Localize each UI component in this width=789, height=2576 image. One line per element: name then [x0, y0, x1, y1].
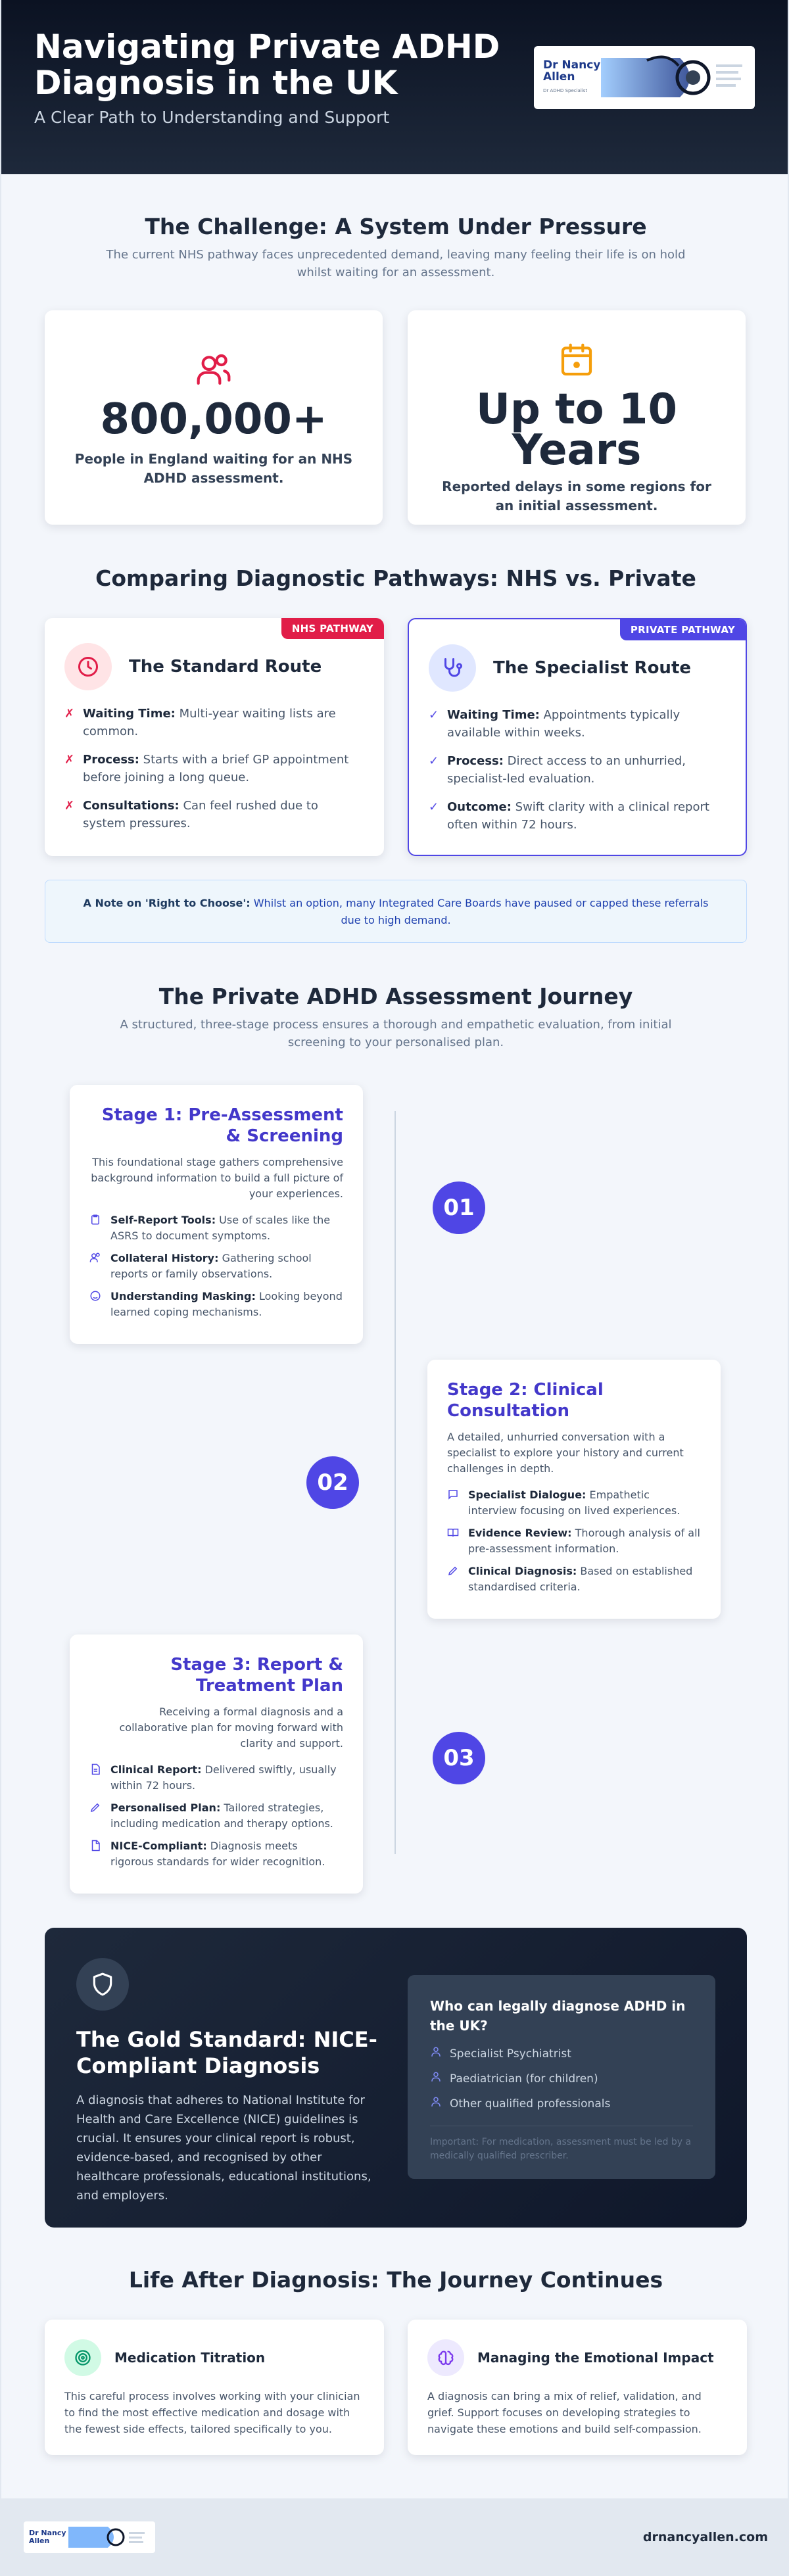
stat-value: Up to 10 Years: [476, 385, 677, 475]
users-icon: [45, 351, 383, 391]
check-icon: ✓: [429, 800, 439, 814]
stage-title: Stage 3: Report & Treatment Plan: [170, 1655, 343, 1696]
stethoscope-icon: [429, 644, 476, 692]
emotional-impact-card: [408, 2320, 747, 2455]
card-title: Medication Titration: [114, 2350, 266, 2366]
stethoscope-logo-icon: [68, 2524, 147, 2550]
list-item: NICE-Compliant: Diagnosis meets rigorous standards for wider recognition.: [89, 1838, 343, 1870]
brain-icon: [427, 2339, 464, 2376]
stage-title: Stage 1: Pre-Assessment & Screening: [101, 1105, 343, 1146]
shield-icon: [76, 1958, 129, 2011]
page-subtitle: A Clear Path to Understanding and Support: [34, 108, 390, 127]
cross-icon: ✗: [64, 707, 75, 721]
stat-label: Reported delays in some regions for an initial assessment.: [442, 479, 711, 513]
list-item: ✗ Process: Starts with a brief GP appointment before joining a long queue.: [64, 751, 364, 786]
stage-list: [89, 1762, 343, 1870]
stage-list: [89, 1212, 343, 1320]
users-icon: [89, 1251, 110, 1282]
brand-logo[interactable]: [534, 46, 755, 109]
list-item: Clinical Diagnosis: Based on established standardised criteria.: [447, 1563, 701, 1595]
list-item: Self-Report Tools: Use of scales like the ASRS to document symptoms.: [89, 1212, 343, 1244]
stage-3-number: 03: [433, 1732, 485, 1784]
stage-2-card: [427, 1360, 721, 1619]
clock-icon: [64, 643, 112, 690]
card-text: A diagnosis can bring a mix of relief, validation, and grief. Support focuses on developing strategies to navigate these emotions and build self-compassion.: [427, 2390, 702, 2435]
diagnosers-list: [430, 2046, 693, 2111]
note-text: Whilst an option, many Integrated Care Boards have paused or capped these referrals due to high demand.: [250, 897, 709, 926]
route-title: The Standard Route: [129, 657, 322, 677]
list-item: Understanding Masking: Looking beyond learned coping mechanisms.: [89, 1289, 343, 1320]
gold-text: A diagnosis that adheres to National Institute for Health and Care Excellence (NICE) guidelines is crucial. It ensures your clinical report is robust, evidence-based, and recognised by other healthcare professionals, educational institutions, and employers.: [76, 2093, 371, 2203]
target-icon: [64, 2339, 101, 2376]
footer-logo[interactable]: [24, 2521, 155, 2553]
calendar-icon: [408, 342, 746, 381]
medication-titration-card: [45, 2320, 384, 2455]
who-can-diagnose-box: [408, 1975, 715, 2179]
mask-icon: [89, 1289, 110, 1320]
gold-title: The Gold Standard: NICE-Compliant Diagnosis: [76, 2027, 377, 2078]
list-item: Collateral History: Gathering school reports or family observations.: [89, 1251, 343, 1282]
challenge-title: The Challenge: A System Under Pressure: [145, 214, 647, 239]
pen-icon: [447, 1563, 468, 1595]
card-title: Managing the Emotional Impact: [477, 2350, 714, 2366]
list-item: ✗ Consultations: Can feel rushed due to system pressures.: [64, 797, 364, 832]
chat-icon: [447, 1487, 468, 1519]
pen-icon: [89, 1800, 110, 1832]
stage-3-card: [70, 1634, 363, 1894]
book-icon: [447, 1525, 468, 1557]
footer-logo-name: Dr Nancy Allen: [29, 2529, 66, 2545]
timeline-line: [394, 1111, 396, 1854]
stage-list: [447, 1487, 701, 1595]
route-title: The Specialist Route: [493, 658, 692, 678]
right-to-choose-note: [45, 880, 747, 943]
list-item: Other qualified professionals: [430, 2096, 693, 2111]
document-icon: [89, 1762, 110, 1794]
private-badge: PRIVATE PATHWAY: [620, 619, 746, 640]
logo-name: Dr Nancy Allen Dr ADHD Specialist: [543, 58, 601, 93]
nhs-route-card: [45, 618, 384, 856]
private-route-card: [408, 618, 747, 856]
compare-title: Comparing Diagnostic Pathways: NHS vs. Private: [95, 565, 696, 591]
file-icon: [89, 1838, 110, 1870]
journey-subtitle: A structured, three-stage process ensures a thorough and empathetic evaluation, from initial screening to your personalised plan.: [120, 1018, 672, 1049]
challenge-section: [1, 214, 789, 281]
list-item: ✓ Process: Direct access to an unhurried, specialist-led evaluation.: [429, 752, 726, 788]
cross-icon: ✗: [64, 753, 75, 767]
nhs-route-list: [64, 705, 364, 832]
person-icon: [430, 2046, 450, 2061]
stage-1-number: 01: [433, 1181, 485, 1234]
list-item: Specialist Psychiatrist: [430, 2046, 693, 2061]
stat-label: People in England waiting for an NHS ADHD assessment.: [74, 451, 353, 486]
journey-title: The Private ADHD Assessment Journey: [158, 984, 633, 1009]
list-item: ✓ Waiting Time: Appointments typically available within weeks.: [429, 706, 726, 742]
stage-1-card: [70, 1085, 363, 1344]
list-item: Evidence Review: Thorough analysis of all pre-assessment information.: [447, 1525, 701, 1557]
clipboard-icon: [89, 1212, 110, 1244]
list-item: Paediatrician (for children): [430, 2071, 693, 2086]
person-icon: [430, 2071, 450, 2086]
note-label: A Note on 'Right to Choose':: [83, 897, 251, 909]
cross-icon: ✗: [64, 799, 75, 813]
header: [1, 0, 788, 174]
page-title: Navigating Private ADHD Diagnosis in the UK: [34, 28, 500, 102]
person-icon: [430, 2096, 450, 2111]
after-title: Life After Diagnosis: The Journey Continues: [128, 2267, 663, 2293]
stage-lead: Receiving a formal diagnosis and a collaborative plan for moving forward with clarity and support.: [119, 1705, 343, 1750]
list-item: Specialist Dialogue: Empathetic interview focusing on lived experiences.: [447, 1487, 701, 1519]
list-item: ✗ Waiting Time: Multi-year waiting lists are common.: [64, 705, 364, 740]
check-icon: ✓: [429, 754, 439, 768]
prescriber-note: Important: For medication, assessment must be led by a medically qualified prescriber.: [430, 2126, 693, 2163]
stage-title: Stage 2: Clinical Consultation: [447, 1380, 604, 1421]
stage-lead: This foundational stage gathers comprehensive background information to build a full picture of your experiences.: [91, 1156, 343, 1200]
gold-standard-section: [45, 1928, 747, 2228]
list-item: Personalised Plan: Tailored strategies, including medication and therapy options.: [89, 1800, 343, 1832]
stage-2-number: 02: [306, 1456, 359, 1509]
nhs-badge: NHS PATHWAY: [281, 618, 384, 639]
stat-card-delays: [408, 310, 746, 525]
box-title: Who can legally diagnose ADHD in the UK?: [430, 1998, 686, 2034]
website-link[interactable]: drnancyallen.com: [642, 2530, 768, 2544]
card-text: This careful process involves working with your clinician to find the most effective medication and dosage with the fewest side effects, tailored specifically to you.: [64, 2390, 360, 2435]
list-item: ✓ Outcome: Swift clarity with a clinical report often within 72 hours.: [429, 798, 726, 834]
list-item: Clinical Report: Delivered swiftly, usually within 72 hours.: [89, 1762, 343, 1794]
stat-card-waiting-list: [45, 310, 383, 525]
footer: [1, 2498, 789, 2576]
journey-section-header: [1, 984, 789, 1051]
stat-value: 800,000+: [100, 395, 327, 444]
challenge-subtitle: The current NHS pathway faces unprecedented demand, leaving many feeling their life is on hold whilst waiting for an assessment.: [106, 248, 686, 279]
private-route-list: [429, 706, 726, 834]
stethoscope-logo-icon: [601, 51, 746, 104]
stage-lead: A detailed, unhurried conversation with a specialist to explore your history and current challenges in depth.: [447, 1431, 684, 1475]
check-icon: ✓: [429, 708, 439, 722]
